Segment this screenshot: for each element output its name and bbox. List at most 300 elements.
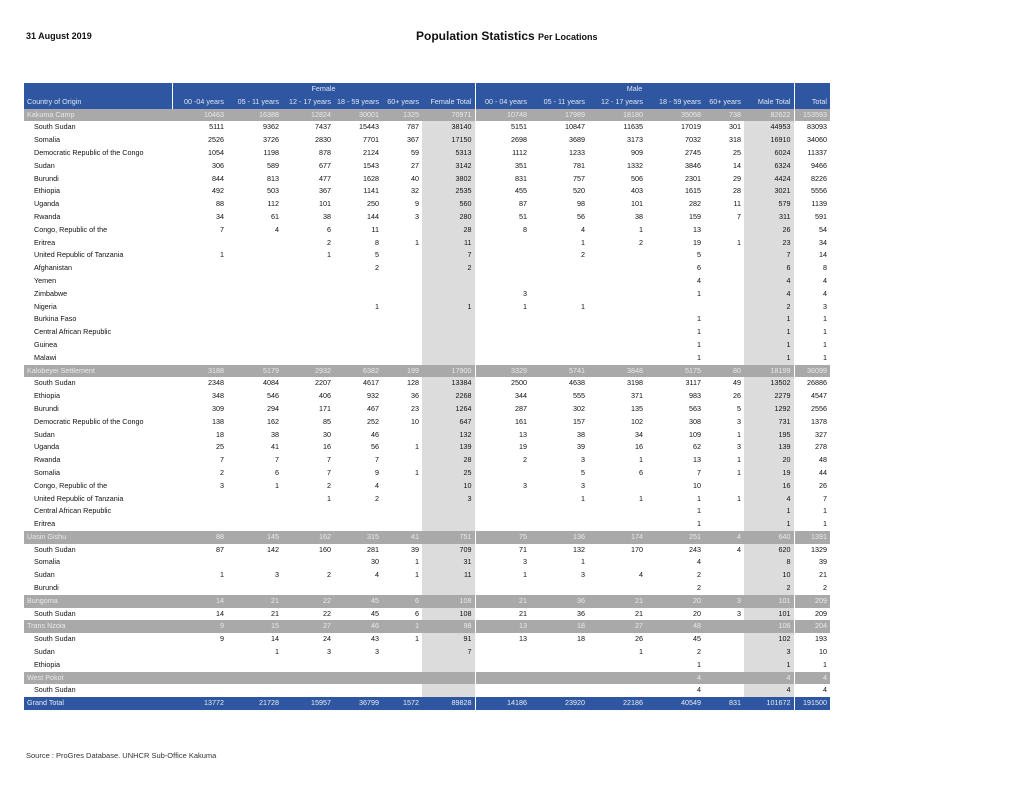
table-row — [24, 288, 830, 301]
cell-value: 8 — [744, 556, 794, 569]
cell-value: 1 — [639, 455, 643, 465]
cell-value: 17019 — [681, 122, 701, 132]
cell-value — [382, 262, 422, 275]
row-label: Burundi — [34, 173, 59, 183]
cell-value — [382, 505, 422, 518]
cell-value: 18 — [577, 634, 585, 644]
cell-value: 1543 — [363, 160, 379, 170]
cell-value — [334, 313, 382, 326]
location-group-row — [24, 672, 830, 685]
cell-value: 45 — [693, 634, 701, 644]
cell-value — [530, 352, 588, 365]
cell-value: 1 — [697, 506, 701, 516]
cell-value: 6 — [415, 608, 419, 618]
cell-value: 1 — [744, 505, 794, 518]
cell-value: 21 — [794, 569, 830, 582]
cell-value: 13502 — [744, 377, 794, 390]
cell-value — [172, 326, 227, 339]
cell-value: 23920 — [530, 697, 588, 710]
cell-value: 142 — [267, 544, 279, 554]
cell-value — [282, 352, 334, 365]
cell-value: 2526 — [208, 135, 224, 145]
cell-value — [475, 249, 530, 262]
cell-value: 20 — [744, 454, 794, 467]
cell-value: 3 — [327, 647, 331, 657]
cell-value: 11 — [371, 224, 379, 234]
cell-value: 22 — [323, 608, 331, 618]
cell-value: 88 — [216, 199, 224, 209]
cell-value: 520 — [573, 186, 585, 196]
row-label: Democratic Republic of the Congo — [34, 416, 144, 426]
report-subtitle: Per Locations — [538, 32, 598, 42]
cell-value: 287 — [475, 403, 530, 416]
cell-value: 2 — [794, 582, 830, 595]
cell-value — [172, 556, 227, 569]
cell-value: 2 — [744, 582, 794, 595]
cell-value: 787 — [407, 122, 419, 132]
cell-value: 1 — [794, 313, 830, 326]
row-label: Trans Nzoia — [24, 620, 172, 633]
cell-value: 2 — [639, 237, 643, 247]
cell-value: 88 — [172, 531, 227, 544]
cell-value: 7032 — [685, 135, 701, 145]
column-header: Male Total — [744, 96, 794, 109]
table-row — [24, 134, 830, 147]
cell-value: 41 — [271, 442, 279, 452]
cell-value: 30 — [371, 557, 379, 567]
row-label: Guinea — [34, 339, 58, 349]
cell-value: 3 — [581, 480, 585, 490]
cell-value: 38 — [271, 429, 279, 439]
cell-value: 1 — [697, 519, 701, 529]
cell-value: 9 — [375, 467, 379, 477]
cell-value: 193 — [794, 633, 830, 646]
cell-value: 11635 — [623, 122, 643, 132]
cell-value: 4 — [744, 672, 794, 685]
cell-value: 243 — [689, 544, 701, 554]
table-row — [24, 121, 830, 134]
cell-value: 1329 — [794, 544, 830, 557]
cell-value: 1 — [415, 634, 419, 644]
cell-value: 89828 — [422, 697, 475, 710]
cell-value — [588, 301, 646, 314]
cell-value: 351 — [475, 160, 530, 173]
cell-value: 10748 — [475, 109, 530, 122]
cell-value: 1292 — [744, 403, 794, 416]
table-row — [24, 608, 830, 621]
row-label: Somalia — [34, 135, 60, 145]
column-header: 12 - 17 years — [282, 96, 334, 109]
cell-value: 878 — [319, 147, 331, 157]
cell-value — [704, 659, 744, 672]
cell-value — [422, 659, 475, 672]
cell-value: 13384 — [422, 377, 475, 390]
cell-value: 280 — [422, 211, 475, 224]
cell-value: 3021 — [744, 185, 794, 198]
cell-value — [172, 339, 227, 352]
cell-value: 1 — [581, 493, 585, 503]
table-row — [24, 147, 830, 160]
cell-value: 13 — [475, 633, 530, 646]
cell-value — [475, 684, 530, 697]
cell-value: 455 — [475, 185, 530, 198]
cell-value: 3188 — [172, 365, 227, 378]
cell-value — [282, 262, 334, 275]
cell-value: 7 — [422, 249, 475, 262]
cell-value: 1 — [475, 301, 530, 314]
column-header: Country of Origin — [24, 96, 172, 109]
cell-value: 4 — [375, 570, 379, 580]
cell-value: 2124 — [363, 147, 379, 157]
row-label: South Sudan — [34, 608, 76, 618]
cell-value: 5151 — [475, 121, 530, 134]
cell-value: 844 — [212, 173, 224, 183]
cell-value: 1 — [415, 237, 419, 247]
cell-value: 2 — [697, 570, 701, 580]
cell-value: 13 — [693, 455, 701, 465]
cell-value: 1 — [794, 518, 830, 531]
cell-value: 371 — [631, 391, 643, 401]
cell-value — [382, 672, 422, 685]
cell-value: 106 — [744, 620, 794, 633]
cell-value: 1 — [794, 326, 830, 339]
cell-value: 492 — [212, 186, 224, 196]
cell-value: 109 — [689, 429, 701, 439]
cell-value — [382, 582, 422, 595]
cell-value: 7 — [327, 467, 331, 477]
column-header: Total — [794, 96, 830, 109]
cell-value: 17900 — [422, 365, 475, 378]
cell-value: 6 — [382, 595, 422, 608]
cell-value: 2 — [475, 454, 530, 467]
table-row — [24, 429, 830, 442]
cell-value: 2 — [697, 647, 701, 657]
cell-value: 46 — [371, 429, 379, 439]
table-row — [24, 275, 830, 288]
cell-value — [382, 480, 422, 493]
row-label: Ethiopia — [34, 391, 60, 401]
cell-value — [530, 275, 588, 288]
cell-value — [475, 467, 530, 480]
cell-value: 209 — [794, 608, 830, 621]
cell-value: 1 — [697, 288, 701, 298]
cell-value — [227, 352, 282, 365]
cell-value: 3 — [475, 288, 530, 301]
cell-value: 1 — [415, 570, 419, 580]
cell-value — [227, 684, 282, 697]
cell-value: 3329 — [475, 365, 530, 378]
cell-value: 135 — [631, 403, 643, 413]
cell-value: 10847 — [565, 122, 585, 132]
row-label: United Republic of Tanzania — [34, 250, 124, 260]
cell-value: 30001 — [334, 109, 382, 122]
table-row — [24, 198, 830, 211]
cell-value — [704, 224, 744, 237]
cell-value — [704, 518, 744, 531]
cell-value: 132 — [422, 429, 475, 442]
cell-value: 677 — [319, 160, 331, 170]
cell-value: 18180 — [588, 109, 646, 122]
cell-value: 1 — [744, 518, 794, 531]
cell-value: 170 — [631, 544, 643, 554]
cell-value: 647 — [422, 416, 475, 429]
cell-value — [172, 237, 227, 250]
location-group-row — [24, 595, 830, 608]
cell-value: 70971 — [422, 109, 475, 122]
cell-value: 26886 — [794, 377, 830, 390]
cell-value: 138 — [212, 416, 224, 426]
cell-value: 3117 — [685, 378, 701, 388]
cell-value: 28 — [422, 454, 475, 467]
table-row — [24, 467, 830, 480]
cell-value — [282, 659, 334, 672]
cell-value: 4 — [375, 480, 379, 490]
report-date: 31 August 2019 — [26, 31, 92, 41]
cell-value: 29 — [733, 173, 741, 183]
cell-value — [704, 249, 744, 262]
row-label: Congo, Republic of the — [34, 480, 108, 490]
cell-value: 9362 — [263, 122, 279, 132]
cell-value: 731 — [744, 416, 794, 429]
cell-value: 8 — [375, 237, 379, 247]
cell-value: 250 — [367, 199, 379, 209]
cell-value: 1 — [422, 301, 475, 314]
cell-value: 4424 — [744, 173, 794, 186]
cell-value: 1 — [737, 493, 741, 503]
row-label: South Sudan — [34, 634, 76, 644]
cell-value: 51 — [475, 211, 530, 224]
row-label: Democratic Republic of the Congo — [34, 147, 144, 157]
cell-value: 2207 — [315, 378, 331, 388]
cell-value: 2698 — [475, 134, 530, 147]
cell-value: 21 — [588, 595, 646, 608]
cell-value: 101 — [631, 199, 643, 209]
cell-value: 22186 — [588, 697, 646, 710]
cell-value: 546 — [267, 391, 279, 401]
cell-value: 21 — [271, 608, 279, 618]
cell-value: 1 — [697, 493, 701, 503]
cell-value: 589 — [267, 160, 279, 170]
cell-value: 1 — [794, 339, 830, 352]
cell-value: 38140 — [422, 121, 475, 134]
cell-value: 813 — [267, 173, 279, 183]
cell-value — [475, 582, 530, 595]
cell-value: 16 — [744, 480, 794, 493]
cell-value — [172, 301, 227, 314]
row-label: South Sudan — [34, 544, 76, 554]
cell-value: 25 — [733, 147, 741, 157]
row-label: Kalobeyei Settlement — [24, 365, 172, 378]
cell-value: 1 — [737, 429, 741, 439]
table-row — [24, 505, 830, 518]
cell-value — [334, 518, 382, 531]
cell-value: 344 — [475, 390, 530, 403]
cell-value: 6 — [744, 262, 794, 275]
cell-value — [704, 480, 744, 493]
cell-value — [588, 288, 646, 301]
blank-header — [24, 83, 172, 96]
table-row — [24, 237, 830, 250]
cell-value — [334, 684, 382, 697]
cell-value — [646, 301, 704, 314]
table-row — [24, 480, 830, 493]
cell-value: 14 — [172, 595, 227, 608]
report-title-main: Population Statistics — [416, 29, 535, 43]
cell-value: 39 — [411, 544, 419, 554]
cell-value: 195 — [744, 429, 794, 442]
cell-value: 560 — [422, 198, 475, 211]
cell-value: 44953 — [744, 121, 794, 134]
column-header: 00 - 04 years — [475, 96, 530, 109]
cell-value: 2 — [697, 583, 701, 593]
cell-value: 108 — [422, 608, 475, 621]
cell-value: 174 — [588, 531, 646, 544]
cell-value: 3689 — [569, 135, 585, 145]
row-label: Afghanistan — [34, 263, 72, 273]
cell-value — [382, 339, 422, 352]
column-header: 18 - 59 years — [334, 96, 382, 109]
cell-value: 757 — [573, 173, 585, 183]
cell-value: 153593 — [794, 109, 830, 122]
cell-value: 1 — [475, 569, 530, 582]
cell-value: 1 — [744, 659, 794, 672]
cell-value: 10 — [794, 646, 830, 659]
cell-value: 7 — [375, 455, 379, 465]
cell-value — [382, 454, 422, 467]
cell-value: 555 — [573, 391, 585, 401]
cell-value: 4 — [794, 672, 830, 685]
row-label: Uasin Gishu — [24, 531, 172, 544]
column-header: 00 -04 years — [172, 96, 227, 109]
cell-value: 3 — [422, 493, 475, 506]
cell-value: 2556 — [794, 403, 830, 416]
cell-value: 4638 — [569, 378, 585, 388]
cell-value — [282, 339, 334, 352]
cell-value: 46 — [334, 620, 382, 633]
cell-value: 56 — [577, 211, 585, 221]
cell-value: 7 — [697, 467, 701, 477]
location-group-row — [24, 109, 830, 122]
cell-value: 4 — [744, 275, 794, 288]
cell-value: 23 — [744, 237, 794, 250]
cell-value: 294 — [267, 403, 279, 413]
row-label: Ethiopia — [34, 186, 60, 196]
cell-value: 26 — [744, 224, 794, 237]
cell-value: 85 — [323, 416, 331, 426]
cell-value: 1 — [220, 570, 224, 580]
cell-value — [588, 556, 646, 569]
cell-value: 15 — [227, 620, 282, 633]
cell-value — [422, 339, 475, 352]
cell-value — [334, 352, 382, 365]
cell-value — [382, 313, 422, 326]
cell-value: 20 — [646, 595, 704, 608]
cell-value: 10 — [744, 569, 794, 582]
cell-value: 15957 — [282, 697, 334, 710]
column-header: Female Total — [422, 96, 475, 109]
cell-value: 11337 — [794, 147, 830, 160]
cell-value: 49 — [733, 378, 741, 388]
cell-value: 161 — [475, 416, 530, 429]
cell-value — [422, 275, 475, 288]
cell-value: 35058 — [646, 109, 704, 122]
cell-value: 3 — [475, 556, 530, 569]
cell-value — [382, 352, 422, 365]
cell-value: 44 — [794, 467, 830, 480]
cell-value: 3848 — [588, 365, 646, 378]
table-body — [24, 109, 830, 710]
cell-value: 62 — [693, 442, 701, 452]
cell-value: 23 — [411, 403, 419, 413]
table-row — [24, 646, 830, 659]
cell-value: 21 — [475, 595, 530, 608]
cell-value: 48 — [794, 454, 830, 467]
cell-value: 2 — [375, 263, 379, 273]
cell-value: 39 — [794, 556, 830, 569]
cell-value — [422, 505, 475, 518]
cell-value — [282, 684, 334, 697]
cell-value — [588, 582, 646, 595]
cell-value — [282, 505, 334, 518]
row-label: Sudan — [34, 570, 55, 580]
cell-value: 101 — [744, 595, 794, 608]
cell-value: 9 — [172, 620, 227, 633]
cell-value: 5175 — [646, 365, 704, 378]
cell-value: 406 — [319, 391, 331, 401]
cell-value — [382, 326, 422, 339]
cell-value — [422, 672, 475, 685]
cell-value — [588, 339, 646, 352]
cell-value: 1141 — [363, 186, 379, 196]
cell-value: 10 — [411, 416, 419, 426]
cell-value — [172, 672, 227, 685]
cell-value — [588, 313, 646, 326]
row-label: Somalia — [34, 557, 60, 567]
cell-value — [588, 326, 646, 339]
cell-value: 139 — [422, 441, 475, 454]
cell-value: 21 — [635, 608, 643, 618]
cell-value: 6 — [639, 467, 643, 477]
table-row — [24, 659, 830, 672]
row-label: United Republic of Tanzania — [34, 493, 124, 503]
cell-value: 41 — [382, 531, 422, 544]
cell-value: 7 — [744, 249, 794, 262]
cell-value — [282, 672, 334, 685]
cell-value: 8 — [794, 262, 830, 275]
cell-value: 3 — [415, 211, 419, 221]
row-label: Kakuma Camp — [24, 109, 172, 122]
cell-value — [530, 582, 588, 595]
cell-value: 6024 — [744, 147, 794, 160]
cell-value: 1325 — [382, 109, 422, 122]
cell-value: 14 — [271, 634, 279, 644]
table-row — [24, 326, 830, 339]
cell-value: 9 — [415, 199, 419, 209]
cell-value — [227, 313, 282, 326]
cell-value: 34060 — [794, 134, 830, 147]
cell-value: 28 — [422, 224, 475, 237]
cell-value: 278 — [794, 441, 830, 454]
table-row — [24, 569, 830, 582]
cell-value — [588, 480, 646, 493]
cell-value: 136 — [530, 531, 588, 544]
row-label: Burundi — [34, 583, 59, 593]
cell-value — [282, 288, 334, 301]
cell-value: 301 — [729, 122, 741, 132]
cell-value: 8 — [475, 224, 530, 237]
cell-value: 27 — [411, 160, 419, 170]
cell-value — [227, 556, 282, 569]
